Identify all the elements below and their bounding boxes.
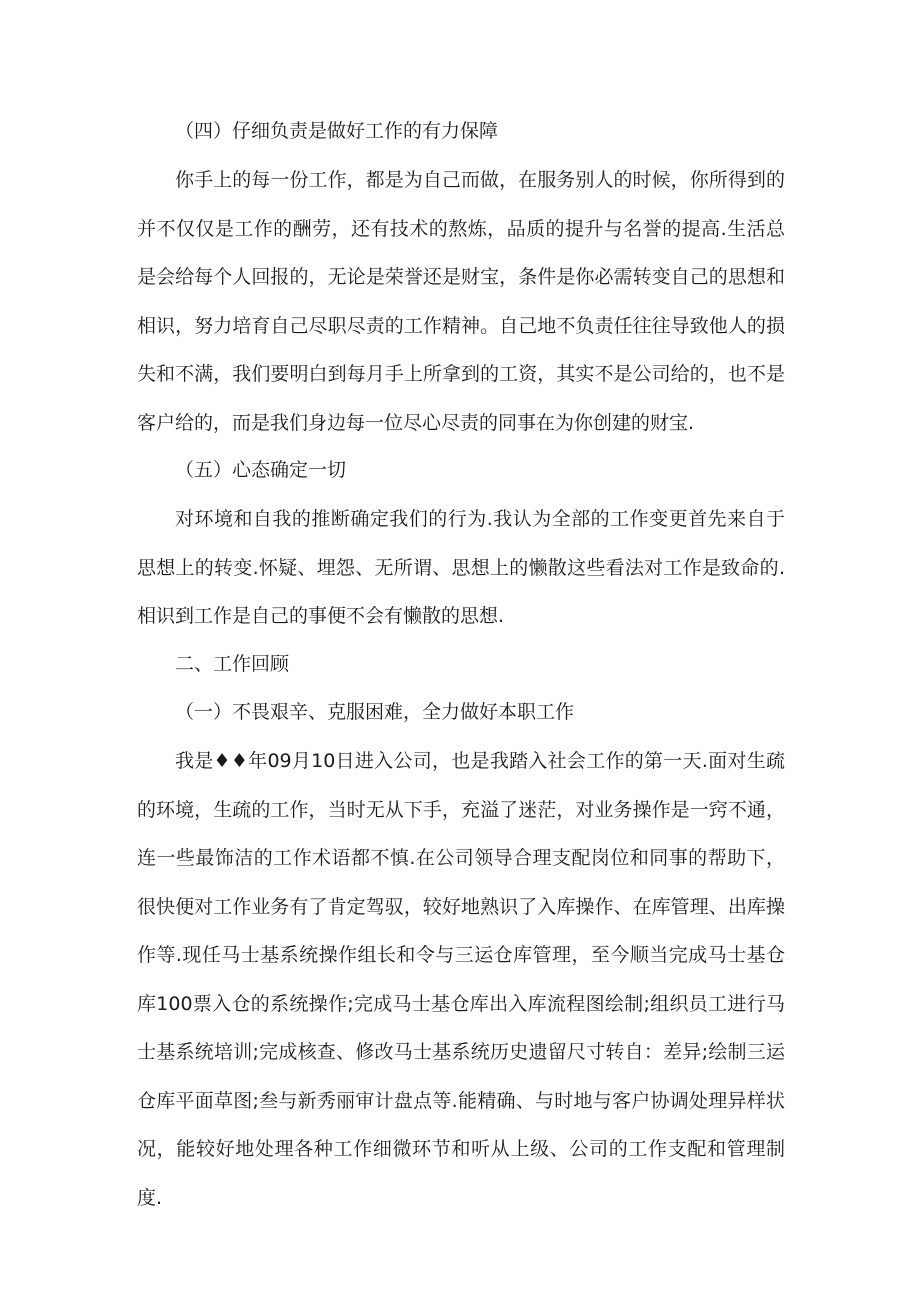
section5-heading: （五）心态确定一切 [175, 459, 347, 481]
section4-heading: （四）仔细负责是做好工作的有力保障 [175, 120, 499, 142]
section4-paragraph: 你手上的每一份工作，都是为自己而做，在服务别人的时候，你所得到的并不仅仅是工作的酬劳，还有技术的熬炼，品质的提升与名誉的提高.生活总是会给每个人回报的，无论是荣誉还是财宝，条件是你必需转变自己的思想和相识，努力培育自己尽职尽责的工作精神。自己地不负责任往往导致他人的损失和不满，我们要明白到每月手上所拿到的工资，其实不是公司给的，也不是客户给的，而是我们身边每一位尽心尽责的同事在为你创建的财宝. [137, 169, 785, 434]
part2-subsection1-heading: （一）不畏艰辛、克服困难，全力做好本职工作 [175, 701, 575, 723]
section5-paragraph: 对环境和自我的推断确定我们的行为.我认为全部的工作变更首先来自于思想上的转变.怀疑、埋怨、无所谓、思想上的懒散这些看法对工作是致命的.相识到工作是自己的事便不会有懒散的思想. [137, 508, 785, 627]
part2-heading: 二、工作回顾 [175, 653, 290, 675]
part2-subsection1-paragraph: 我是♦♦年09月10日进入公司，也是我踏入社会工作的第一天.面对生疏的环境，生疏的工作，当时无从下手，充溢了迷茫，对业务操作是一窍不通，连一些最饰洁的工作术语都不慎.在公司领导合理支配岗位和同事的帮助下，很快便对工作业务有了肯定驾驭，较好地熟识了入库操作、在库管理、出库操作等.现任马士基系统操作组长和令与三运仓库管理，至今顺当完成马士基仓库100票入仓的系统操作;完成马士基仓库出入库流程图绘制;组织员工进行马士基系统培训;完成核查、修改马士基系统历史遗留尺寸转自：差异;绘制三运仓库平面草图;叁与新秀丽审计盘点等.能精确、与时地与客户协调处理异样状况，能较好地处理各种工作细微环节和听从上级、公司的工作支配和管理制度. [137, 750, 785, 1209]
